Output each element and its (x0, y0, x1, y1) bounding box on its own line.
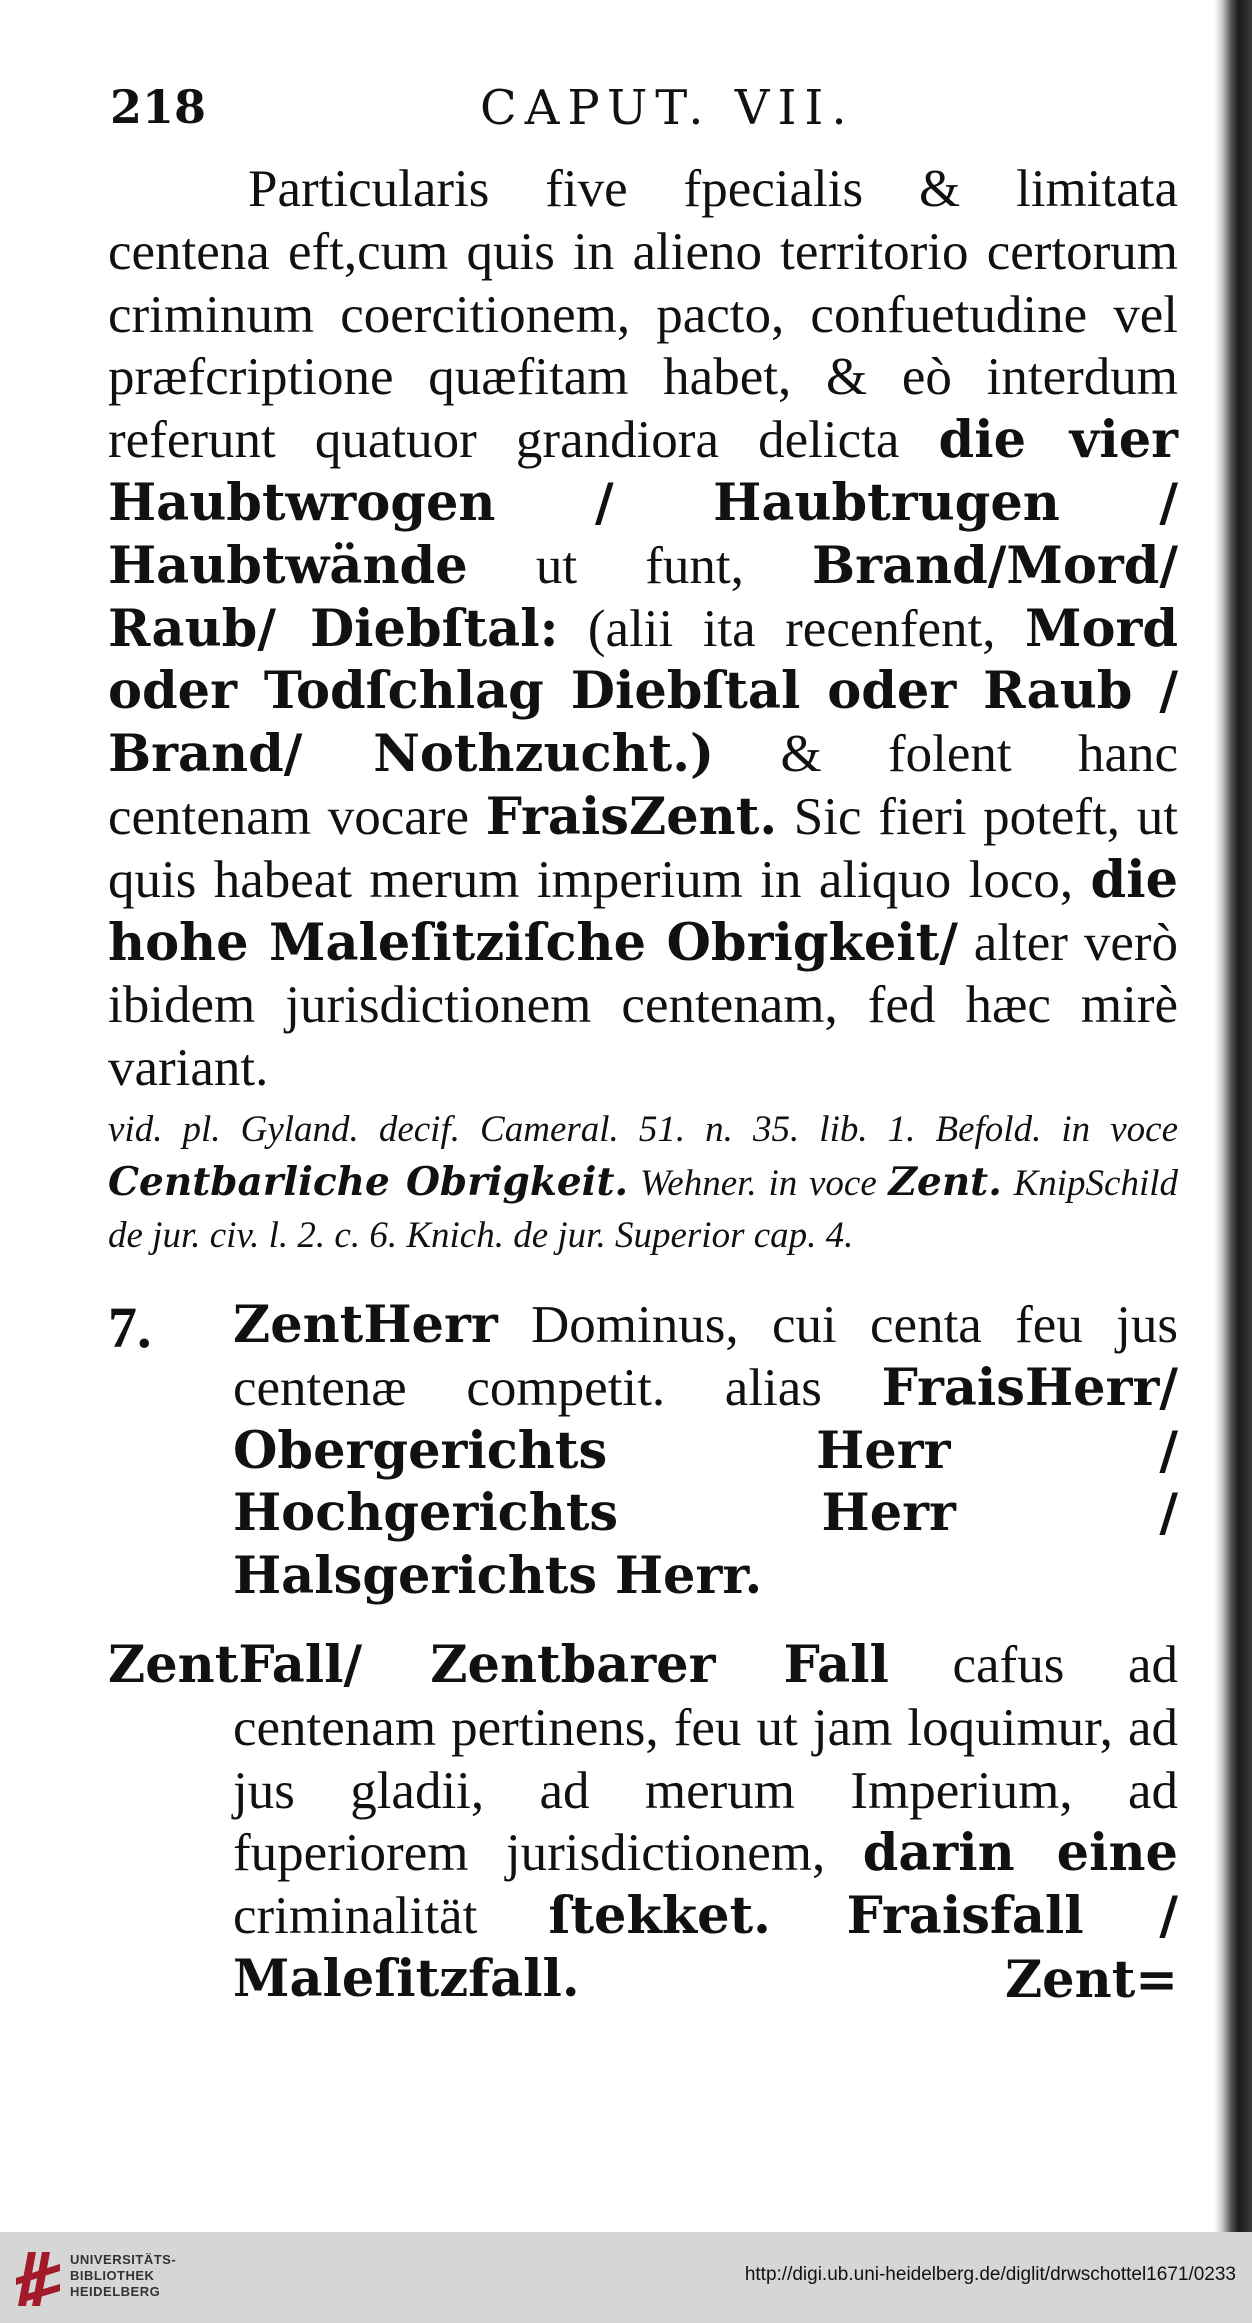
latin-text: & folent hanc centenam vocare (108, 725, 1178, 846)
library-logo-icon (14, 2244, 64, 2310)
paragraph-centena (108, 158, 1178, 1100)
latin-text: cafus ad centenam pertinens, feu ut jam loquimur, ad jus gladii, ad merum Imperium, ad fuperiorem jurisdictionem, (233, 1635, 1178, 1883)
latin-text: criminalität (233, 1887, 478, 1946)
entry-zentfall (108, 1634, 1178, 2012)
page-edge (1214, 0, 1252, 2232)
citation-text: Wehner. in voce (639, 1162, 877, 1204)
library-logo-text (70, 2252, 176, 2300)
page-header (0, 80, 1210, 160)
entry-body (233, 1294, 1178, 1608)
fraktur-text: Brand/Mord/ Raub/ Diebſtal: (108, 535, 1179, 659)
fraktur-text: ſtekket. Fraisfall / Maleſitzfall. (233, 1886, 1179, 2009)
fraktur-text: darin eine (862, 1823, 1178, 1884)
fraktur-text: Centbarliche Obrigkeit. (108, 1158, 629, 1205)
entry-number: 7. (108, 1294, 152, 1360)
citation-text: vid. pl. Gyland. decif. Cameral. 51. n. 35. lib. 1. Befold. in voce (108, 1108, 1178, 1150)
fraktur-text: die vier Haubtwrogen / Haubtrugen / Haubtwände (108, 410, 1179, 596)
latin-text: (alii ita recenfent, (587, 599, 996, 658)
logo-line: BIBLIOTHEK (70, 2268, 155, 2283)
latin-text: ut funt, (535, 536, 744, 595)
fraktur-text: die hohe Maleſitziſche Obrigkeit/ (108, 849, 1179, 973)
chapter-heading: CAPUT. VII. (480, 80, 855, 136)
citation-text: KnipSchild de jur. civ. l. 2. c. 6. Knich. de jur. Superior cap. 4. (108, 1162, 1179, 1256)
logo-line: HEIDELBERG (70, 2284, 161, 2299)
viewer-footer (0, 2232, 1252, 2323)
fraktur-text: FraisHerr/ Obergerichts Herr / Hochgerichts Herr / Halsgerichts Herr. (233, 1357, 1178, 1607)
entry-headword: ZentFall/ Zentbarer Fall (108, 1634, 889, 1695)
entry-headword: ZentHerr (233, 1294, 498, 1355)
latin-text: alter verò ibidem jurisdictionem centenam, fed hæc mirè variant. (108, 913, 1179, 1098)
logo-line: UNIVERSITÄTS- (70, 2252, 177, 2267)
catchword: Zent= (1004, 1949, 1178, 2010)
page-number: 218 (110, 80, 207, 134)
latin-text: Sic fieri poteft, ut quis habeat merum imperium in aliquo loco, (108, 787, 1178, 909)
latin-text: Dominus, cui centa feu jus centenæ competit. alias (233, 1295, 1178, 1417)
fraktur-text: FraisZent. (485, 786, 778, 847)
latin-text: Particularis five fpecialis & limitata centena eft,cum quis in alieno territorio certorum criminum coercitionem, pacto, confuetudine vel præfcriptione quæfitam habet, & eò interdum referunt quatuor grandiora delicta (108, 160, 1178, 470)
fraktur-text: Zent. (888, 1158, 1002, 1205)
reference-citation (108, 1104, 1178, 1262)
source-url-link[interactable]: http://digi.ub.uni-heidelberg.de/diglit/drwschottel1671/0233 (744, 2264, 1236, 2285)
entry-zentherr (108, 1294, 1178, 1608)
page-text (108, 158, 1178, 2012)
fraktur-text: Mord oder Todſchlag Diebſtal oder Raub / Brand/ Nothzucht.) (108, 598, 1179, 785)
